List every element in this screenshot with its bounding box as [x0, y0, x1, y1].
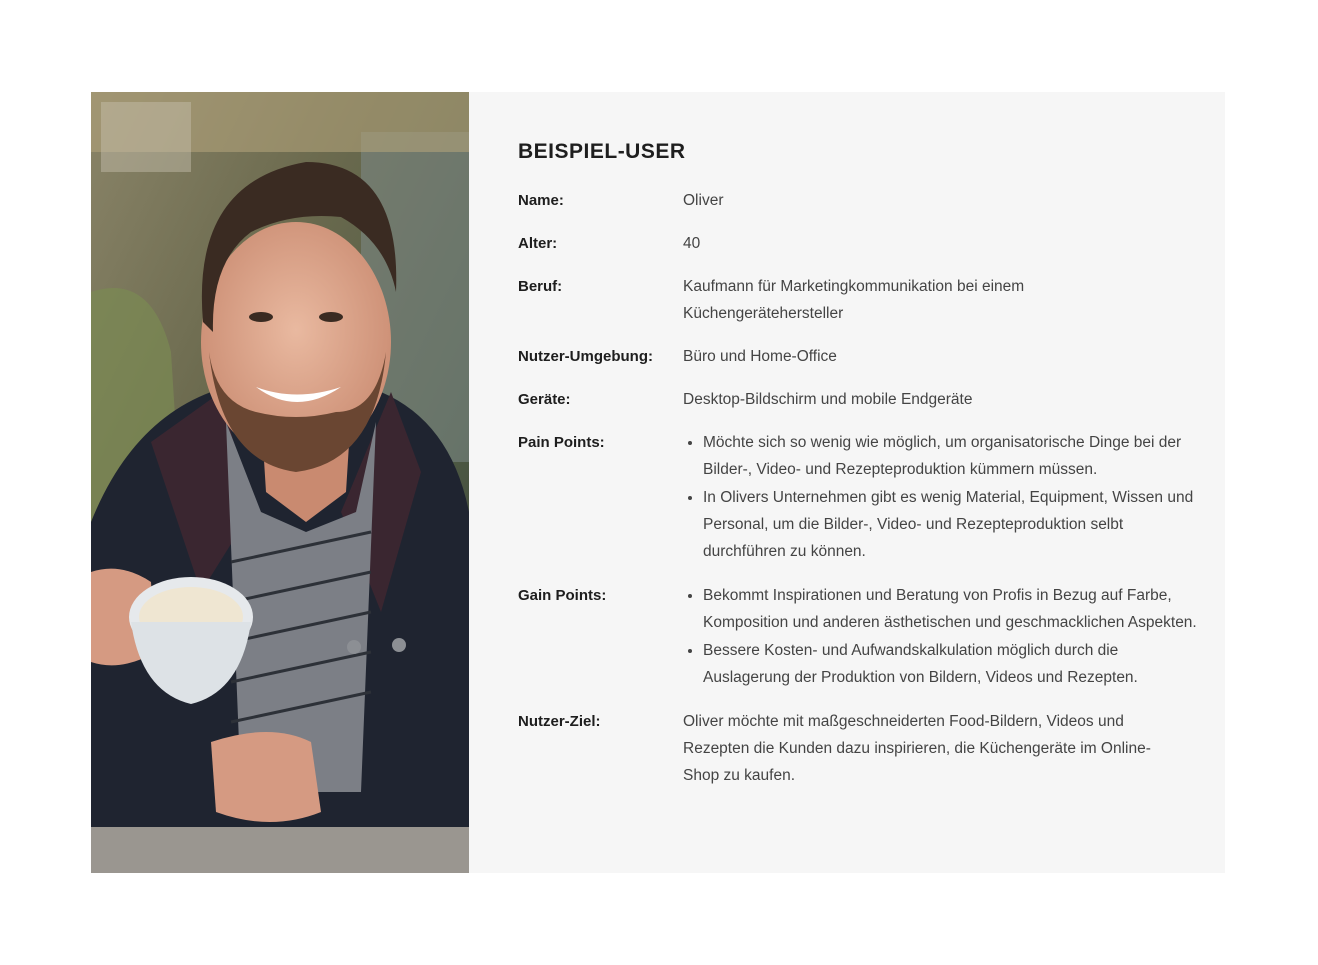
field-label: Pain Points: — [518, 434, 605, 451]
field-value: Desktop-Bildschirm und mobile Endgeräte — [683, 391, 973, 408]
persona-card — [91, 92, 1225, 873]
field-value: Oliver möchte mit maßgeschneiderten Food-Bildern, Videos und Rezepten die Kunden dazu inspirieren, die Küchengeräte im Online-Shop zu kaufen. — [683, 713, 1151, 784]
field-label: Gain Points: — [518, 587, 607, 604]
field-label: Nutzer-Ziel: — [518, 713, 601, 730]
field-value: Oliver — [683, 192, 724, 209]
pain-points-list — [683, 429, 1198, 565]
field-alter — [518, 230, 1198, 257]
field-name — [518, 187, 1198, 214]
field-beruf — [518, 273, 1198, 327]
persona-info-panel — [469, 92, 1225, 873]
field-pain-points — [518, 429, 1198, 566]
gain-points-list — [683, 582, 1198, 691]
field-value — [683, 582, 1198, 692]
field-label: Beruf: — [518, 278, 563, 295]
field-gain-points — [518, 582, 1198, 692]
list-item: • Bessere Kosten- und Aufwandskalkulation möglich durch die Auslagerung der Produktion von Bildern, Videos und Rezepten. — [703, 637, 1198, 691]
field-label: Geräte: — [518, 391, 571, 408]
field-nutzer-ziel — [518, 708, 1198, 789]
field-label: Name: — [518, 192, 564, 209]
field-label: Nutzer-Umgebung: — [518, 348, 653, 365]
persona-photo — [91, 92, 469, 873]
field-label: Alter: — [518, 235, 558, 252]
portrait-image — [91, 92, 469, 873]
field-geraete — [518, 386, 1198, 413]
field-value — [683, 429, 1198, 566]
field-value: 40 — [683, 235, 701, 252]
field-value: Büro und Home-Office — [683, 348, 837, 365]
page-title: BEISPIEL-USER — [518, 140, 686, 163]
list-item: • Möchte sich so wenig wie möglich, um organisatorische Dinge bei der Bilder-, Video- und Rezepteproduktion kümmern müssen. — [703, 429, 1198, 483]
list-item: • Bekommt Inspirationen und Beratung von Profis in Bezug auf Farbe, Komposition und anderen ästhetischen und geschmacklichen Aspekten. — [703, 582, 1198, 636]
persona-fields — [518, 187, 1198, 805]
field-value: Kaufmann für Marketingkommunikation bei einem Küchengerätehersteller — [683, 278, 1025, 322]
field-nutzer-umgebung — [518, 343, 1198, 370]
list-item: • In Olivers Unternehmen gibt es wenig Material, Equipment, Wissen und Personal, um die Bilder-, Video- und Rezepteproduktion selbt durchführen zu können. — [703, 484, 1198, 565]
